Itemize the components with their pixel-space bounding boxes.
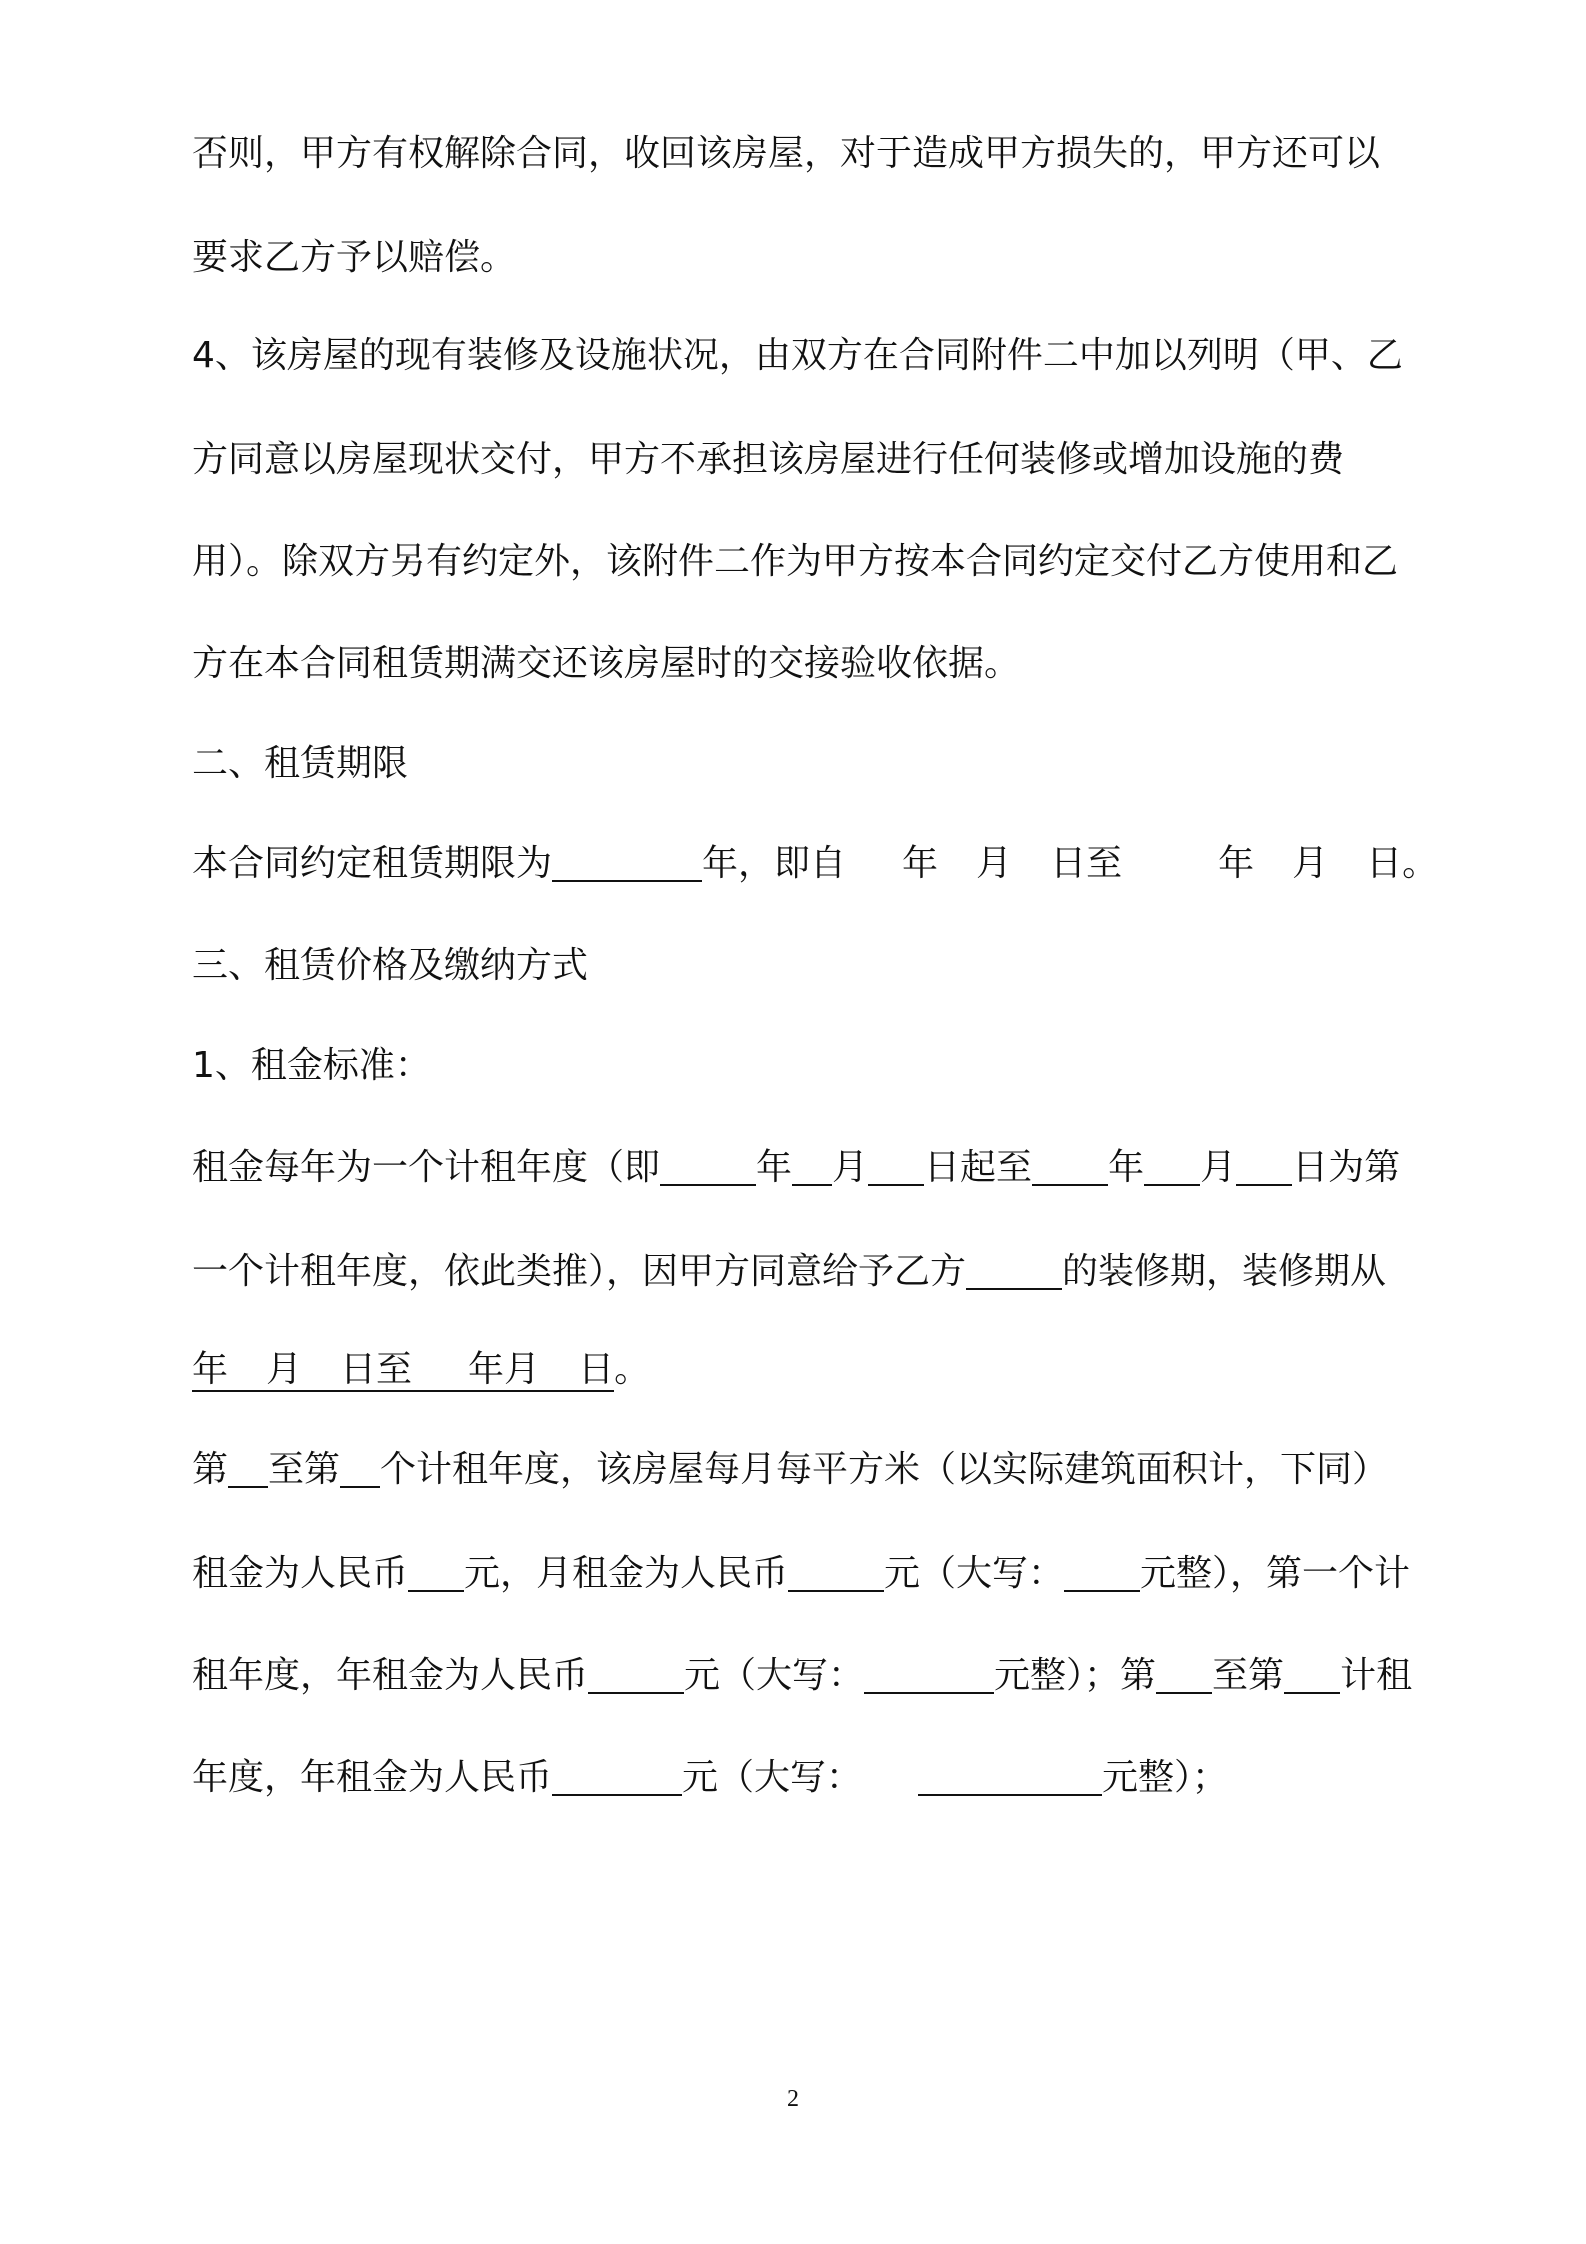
rent-rate-line [192, 1654, 1412, 1698]
text: 。 [614, 1349, 651, 1390]
fill-in-blank[interactable] [1156, 1658, 1212, 1694]
text: 二、租赁期限 [192, 743, 409, 784]
fill-in-blank[interactable] [552, 1760, 682, 1796]
fill-in-blank[interactable] [340, 1452, 380, 1488]
subsection-heading [192, 1044, 431, 1088]
fill-in-blank[interactable] [660, 1150, 756, 1186]
section-heading [192, 742, 408, 786]
text: 日 [578, 1349, 615, 1390]
fill-in-blank[interactable] [792, 1150, 832, 1186]
text: 1、租金标准： [192, 1045, 431, 1086]
text: 4、该房屋的现有装修及设施状况，由双方在合同附件二中加以列明（甲、乙 [192, 335, 1403, 376]
text: 年 [902, 843, 939, 884]
text: 本合同约定租赁期限为 [192, 843, 553, 884]
fill-in-blank[interactable] [864, 1658, 994, 1694]
paragraph-line [192, 334, 1403, 378]
fill-in-blank[interactable] [1144, 1150, 1200, 1186]
fill-in-blank[interactable] [228, 1452, 268, 1488]
paragraph-line [192, 540, 1398, 584]
text: 日至 [1050, 843, 1123, 884]
fill-in-blank[interactable] [788, 1556, 884, 1592]
text: 年，即自 [702, 843, 847, 884]
text: 元，月租金为人民币 [464, 1553, 789, 1594]
text: 至第 [1212, 1655, 1285, 1696]
text: 方同意以房屋现状交付，甲方不承担该房屋进行任何装修或增加设施的费 [192, 439, 1345, 480]
rent-rate-line [192, 1552, 1410, 1596]
text: 元（大写： [884, 1553, 1065, 1594]
text: 元整），第一个计 [1140, 1553, 1411, 1594]
text: 否则，甲方有权解除合同，收回该房屋，对于造成甲方损失的，甲方还可以 [192, 133, 1381, 174]
fill-in-blank[interactable] [868, 1150, 924, 1186]
text: 月 [266, 1349, 303, 1390]
text: 日至 [340, 1349, 413, 1390]
text: 日起至 [924, 1147, 1033, 1188]
text: 月 [1200, 1147, 1237, 1188]
text: 的装修期，装修期从 [1062, 1251, 1387, 1292]
lease-term-line [192, 842, 1438, 886]
text: 用）。除双方另有约定外，该附件二作为甲方按本合同约定交付乙方使用和乙 [192, 541, 1399, 582]
paragraph-line [192, 642, 1020, 686]
rent-year-line [192, 1146, 1400, 1190]
text: 年度，年租金为人民币 [192, 1757, 553, 1798]
fill-in-blank[interactable] [552, 846, 702, 882]
text: 元（大写： [684, 1655, 865, 1696]
fill-in-blank[interactable] [1284, 1658, 1340, 1694]
fill-in-blank[interactable] [1032, 1150, 1108, 1186]
text: 年月 [468, 1349, 541, 1390]
rent-rate-line [192, 1756, 1228, 1800]
paragraph-line [192, 236, 516, 280]
text: 至第 [268, 1449, 341, 1490]
text: 年 [756, 1147, 793, 1188]
fill-in-blank[interactable] [408, 1556, 464, 1592]
fill-in-blank[interactable] [588, 1658, 684, 1694]
fill-in-blank[interactable] [1064, 1556, 1140, 1592]
section-heading [192, 944, 588, 988]
text: 计租 [1340, 1655, 1413, 1696]
text: 元整）；第 [994, 1655, 1157, 1696]
text: 元整）； [1102, 1757, 1229, 1798]
text: 个计租年度，该房屋每月每平方米（以实际建筑面积计，下同） [380, 1449, 1389, 1490]
text: 日。 [1366, 843, 1439, 884]
text: 三、租赁价格及缴纳方式 [192, 945, 589, 986]
text: 月 [1292, 843, 1329, 884]
rent-year-line [192, 1250, 1386, 1294]
text: 年 [1218, 843, 1255, 884]
text: 要求乙方予以赔偿。 [192, 237, 517, 278]
decoration-period-line [192, 1348, 650, 1392]
text: 一个计租年度，依此类推），因甲方同意给予乙方 [192, 1251, 967, 1292]
fill-in-blank[interactable] [918, 1760, 1102, 1796]
text: 方在本合同租赁期满交还该房屋时的交接验收依据。 [192, 643, 1021, 684]
text: 租金为人民币 [192, 1553, 409, 1594]
underlined-date-range[interactable] [192, 1349, 614, 1392]
paragraph-line [192, 132, 1380, 176]
text: 月 [832, 1147, 869, 1188]
text: 元（大写： [682, 1757, 863, 1798]
page-number: 2 [787, 2086, 799, 2112]
rent-rate-line [192, 1448, 1388, 1492]
fill-in-blank[interactable] [966, 1254, 1062, 1290]
text: 第 [192, 1449, 229, 1490]
text: 租年度，年租金为人民币 [192, 1655, 589, 1696]
text: 年 [1108, 1147, 1145, 1188]
text: 租金每年为一个计租年度（即 [192, 1147, 661, 1188]
text: 月 [976, 843, 1013, 884]
fill-in-blank[interactable] [1236, 1150, 1292, 1186]
text: 年 [192, 1349, 229, 1390]
text: 日为第 [1292, 1147, 1401, 1188]
paragraph-line [192, 438, 1344, 482]
